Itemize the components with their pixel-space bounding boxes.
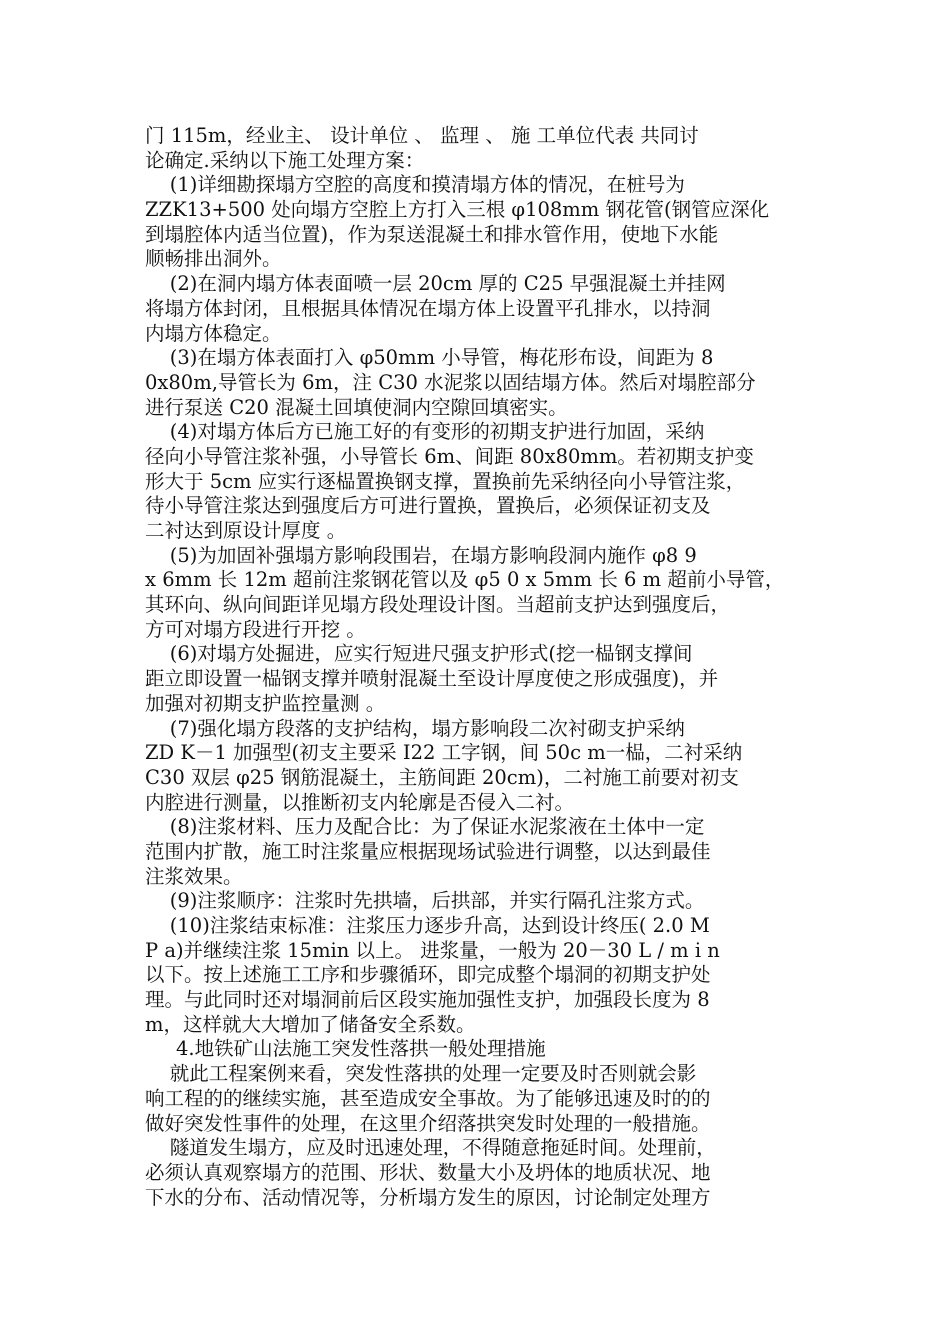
text-line: 到塌腔体内适当位置)，作为泵送混凝土和排水管作用，使地下水能 [145,222,719,246]
text-line: 门 115m，经业主、 设计单位 、 监理 、 施 工单位代表 共同讨 [145,124,699,147]
text-line: 加强对初期支护监控量测 。 [145,691,386,715]
text-line: 距立即设置一榀钢支撑并喷射混凝土至设计厚度使之形成强度)，并 [145,667,719,691]
text-line: 径向小导管注浆补强，小导管长 6m、间距 80x80mm。若初期支护变 [145,444,754,468]
text-line: 做好突发性事件的处理，在这里介绍落拱突发时处理的一般措施。 [145,1111,711,1135]
text-line: 二衬达到原设计厚度 。 [145,519,347,542]
text-line: (3)在塌方体表面打入 φ50mm 小导管，梅花形布设，间距为 8 [145,346,714,370]
text-line: 方可对塌方段进行开挖 。 [145,617,366,641]
text-line: 内塌方体稳定。 [145,321,282,345]
text-line: 进行泵送 C20 混凝土回填使洞内空隙回填密实。 [145,395,568,419]
text-line: 论确定.采纳以下施工处理方案： [145,148,425,172]
text-line: 范围内扩散，施工时注浆量应根据现场试验进行调整，以达到最佳 [145,839,711,863]
text-line: (1)详细勘探塌方空腔的高度和摸清塌方体的情况，在桩号为 [145,173,685,197]
text-line: (9)注浆顺序：注浆时先拱墙，后拱部，并实行隔孔注浆方式。 [145,889,705,913]
text-line: 其环向、纵向间距详见塌方段处理设计图。当超前支护达到强度后， [145,593,731,617]
text-line: ZD K－1 加强型(初支主要采 I22 工字钢，间 50c m一榀，二衬采纳 [145,741,743,765]
text-line: 隧道发生塌方，应及时迅速处理，不得随意拖延时间。处理前， [145,1136,716,1160]
text-line: 必须认真观察塌方的范围、形状、数量大小及坍体的地质状况、地 [145,1160,711,1184]
text-line: 注浆效果。 [145,864,243,888]
text-line: (10)注浆结束标准：注浆压力逐步升高，达到设计终压( 2.0 M [145,914,710,937]
text-line: (2)在洞内塌方体表面喷一层 20cm 厚的 C25 早强混凝土并挂网 [145,272,726,296]
text-line: P a)并继续注浆 15min 以上。 进浆量，一般为 20－30 L / m i n [145,938,720,962]
text-line: 待小导管注浆达到强度后方可进行置换，置换后，必须保证初支及 [145,494,711,518]
text-line: 将塌方体封闭，且根据具体情况在塌方体上设置平孔排水，以持洞 [145,296,711,320]
text-line: 顺畅排出洞外。 [145,247,282,271]
text-line: (6)对塌方处掘进，应实行短进尺强支护形式(挖一榀钢支撑间 [145,642,693,666]
text-line: 响工程的的继续实施，甚至造成安全事故。为了能够迅速及时的的 [145,1086,711,1110]
text-line: x 6mm 长 12m 超前注浆钢花管以及 φ5 0 x 5mm 长 6 m 超前小导管， [145,568,785,592]
text-line: 0x80m,导管长为 6m，注 C30 水泥浆以固结塌方体。然后对塌腔部分 [145,370,756,394]
text-line: 理。与此同时还对塌洞前后区段实施加强性支护，加强段长度为 8 [145,988,710,1012]
text-line: 以下。按上述施工工序和步骤循环，即完成整个塌洞的初期支护处 [145,963,711,987]
section-heading: 4.地铁矿山法施工突发性落拱一般处理措施 [145,1037,546,1061]
text-line: C30 双层 φ25 钢筋混凝土，主筋间距 20cm)，二衬施工前要对初支 [145,765,739,789]
text-line: (5)为加固补强塌方影响段围岩，在塌方影响段洞内施作 φ8 9 [145,543,697,567]
text-line: 内腔进行测量，以推断初支内轮廓是否侵入二衬。 [145,790,575,814]
text-line: m，这样就大大增加了储备安全系数。 [145,1012,476,1036]
document-page [145,124,805,1210]
text-line: ZZK13+500 处向塌方空腔上方打入三根 φ108mm 钢花管(钢管应深化 [145,198,770,222]
text-line: 就此工程案例来看，突发性落拱的处理一定要及时否则就会影 [145,1062,697,1086]
text-line: (7)强化塌方段落的支护结构，塌方影响段二次衬砌支护采纳 [145,716,685,740]
text-line: (8)注浆材料、压力及配合比：为了保证水泥浆液在土体中一定 [145,815,705,839]
text-line: (4)对塌方体后方已施工好的有变形的初期支护进行加固，采纳 [145,420,705,444]
text-line: 形大于 5cm 应实行逐榀置换钢支撑，置换前先采纳径向小导管注浆， [145,469,746,493]
text-line: 下水的分布、活动情况等，分析塌方发生的原因，讨论制定处理方 [145,1185,711,1209]
